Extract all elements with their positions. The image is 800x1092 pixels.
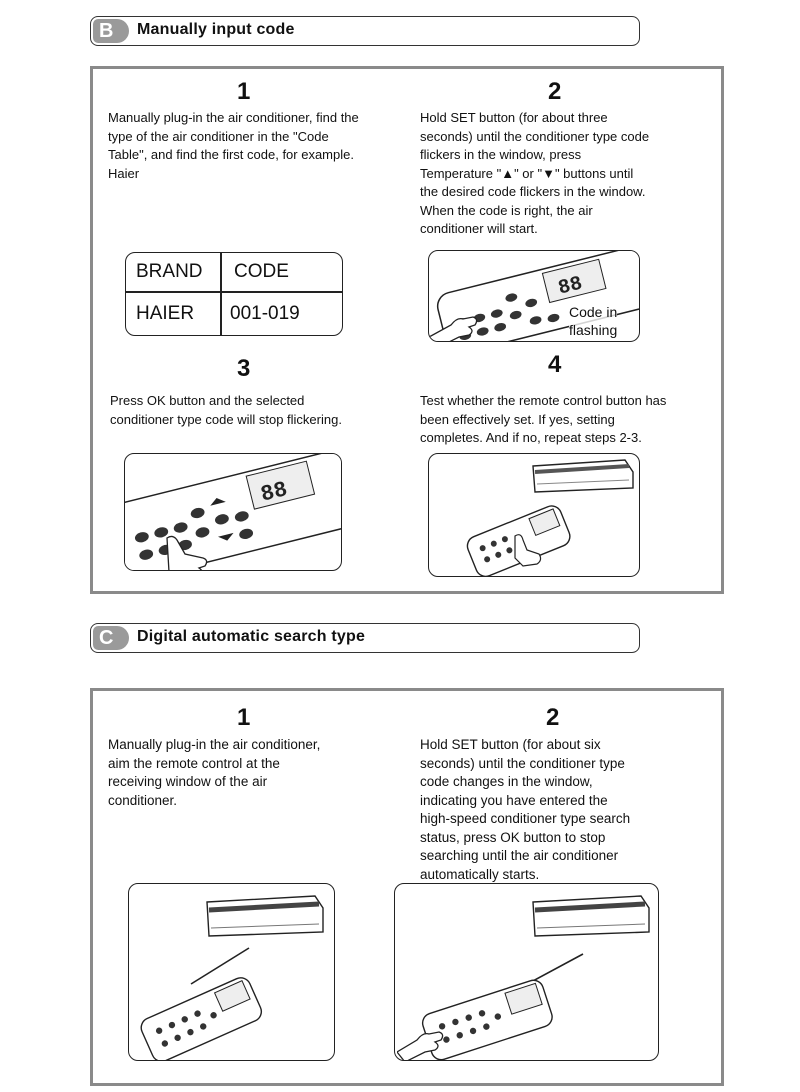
step-b2-text [420, 109, 649, 239]
step-b2-illustration [428, 250, 640, 342]
section-b-badge: B [93, 19, 129, 43]
hand-icon [397, 1012, 457, 1061]
section-b-title: Manually input code [137, 21, 295, 38]
code-table-header-brand: BRAND [136, 261, 203, 282]
code-table-code: 001-019 [230, 303, 300, 324]
step-c2-line: seconds) until the conditioner type [420, 755, 625, 771]
step-c1-line: conditioner. [108, 792, 178, 808]
remote-control-icon [129, 884, 335, 1061]
step-c1-number: 1 [237, 704, 251, 731]
step-b4-number: 4 [548, 351, 562, 378]
step-c2-line: status, press OK button to stop [420, 829, 606, 845]
step-c2-line: Hold SET button (for about six [420, 737, 601, 752]
caption-line: flashing [569, 322, 618, 338]
step-b3-line: Press OK button and the selected [110, 393, 305, 408]
step-c1-text [108, 736, 320, 810]
step-c2-line: code changes in the window, [420, 774, 593, 789]
hand-icon [509, 532, 549, 572]
remote-control-icon [125, 454, 342, 571]
step-c2-line: high-speed conditioner type search [420, 811, 631, 826]
step-c2-line: automatically starts. [420, 866, 540, 882]
step-b3-number: 3 [237, 355, 251, 382]
step-b2-line: seconds) until the conditioner type code [420, 128, 650, 144]
code-table-header-code: CODE [234, 261, 289, 282]
hand-icon [159, 532, 229, 571]
remote-display-digits: 88 [258, 477, 290, 508]
step-b4-line: been effectively set. If yes, setting [420, 411, 615, 427]
step-b4-line: Test whether the remote control button has [420, 393, 667, 408]
step-b1-line: type of the air conditioner in the "Code [108, 128, 329, 144]
step-c2-line: indicating you have entered the [420, 792, 608, 808]
step-b1-line: Haier [108, 165, 140, 181]
step-b4-text [420, 392, 666, 448]
hand-icon [429, 297, 489, 342]
step-b3-text [110, 392, 342, 429]
step-b3-illustration [124, 453, 342, 571]
code-table [125, 252, 343, 336]
remote-display-digits: 88 [555, 272, 585, 301]
step-b2-line: Hold SET button (for about three [420, 110, 608, 125]
code-flashing-caption [569, 303, 617, 339]
step-b3-line: conditioner type code will stop flickering. [110, 411, 342, 427]
section-c-badge: C [93, 626, 129, 650]
step-b2-line: Temperature "▲" or "▼" buttons until [420, 165, 634, 181]
step-b2-number: 2 [548, 78, 562, 105]
step-c1-line: Manually plug-in the air conditioner, [108, 737, 321, 752]
code-table-brand: HAIER [136, 303, 195, 324]
caption-line: Code in [569, 304, 618, 320]
step-c2-number: 2 [546, 704, 560, 731]
step-c2-illustration [394, 883, 659, 1061]
step-b2-line: the desired code flickers in the window. [420, 184, 646, 199]
step-b1-line: Manually plug-in the air conditioner, find the [108, 110, 359, 125]
step-c1-illustration [128, 883, 335, 1061]
step-b1-number: 1 [237, 78, 251, 105]
step-c1-line: aim the remote control at the [108, 755, 280, 771]
step-b4-illustration [428, 453, 640, 577]
step-b2-line: flickers in the window, press [420, 147, 582, 162]
step-c2-text [420, 736, 630, 884]
section-c-title: Digital automatic search type [137, 628, 366, 645]
step-b2-line: conditioner will start. [420, 221, 538, 236]
step-b2-line: When the code is right, the air [420, 202, 593, 218]
section-c-header [90, 623, 640, 653]
section-b-header [90, 16, 640, 46]
step-b1-text [108, 109, 359, 183]
step-c1-line: receiving window of the air [108, 774, 268, 789]
step-b1-line: Table", and find the first code, for example. [108, 147, 354, 162]
step-c2-line: searching until the air conditioner [420, 848, 619, 863]
step-b4-line: completes. And if no, repeat steps 2-3. [420, 430, 642, 445]
